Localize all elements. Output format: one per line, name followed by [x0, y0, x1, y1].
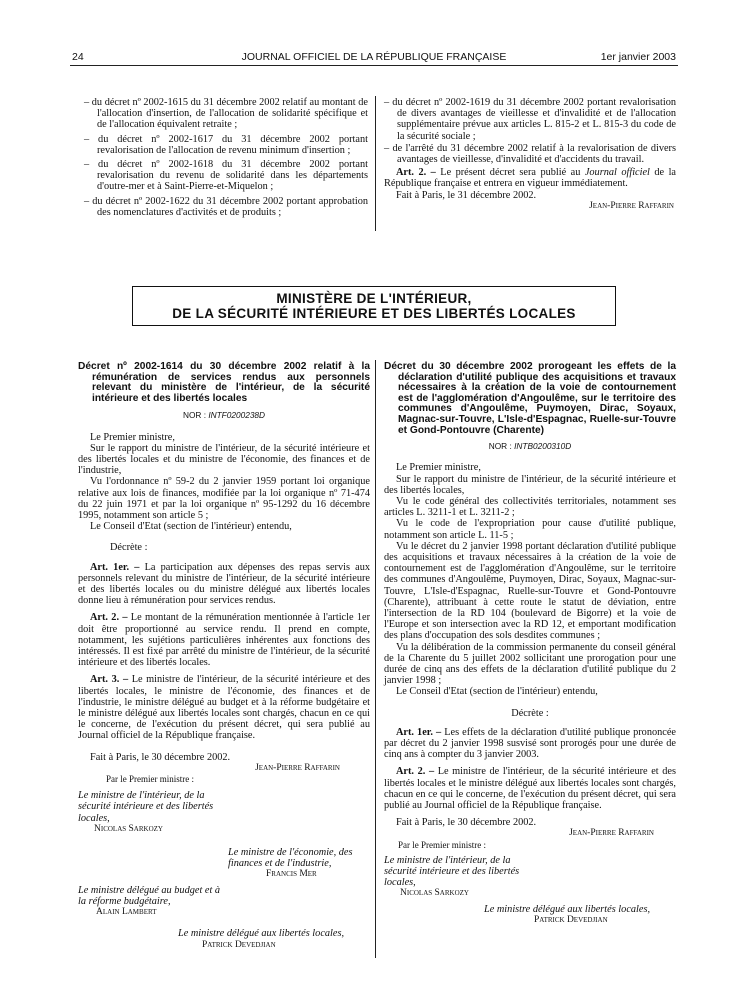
signatory-name: Patrick Devedjian [202, 939, 276, 950]
fait-a-paris: Fait à Paris, le 30 décembre 2002. [396, 817, 537, 829]
preamble-line: Vu l'ordonnance nº 59-2 du 2 janvier 1959 portant loi organique relative aux lois de finances, modifiée par la loi organique nº 71-474 du 22 juin 1971 et par la loi organique nº 95-1292 du 16 décembre 1995, notamment son article 5 ; [78, 476, 370, 521]
preamble-line: Sur le rapport du ministre de l'intérieur, de la sécurité intérieure et des libertés locales et du ministre de l'économie, des finances et de l'industrie, [78, 442, 370, 477]
article-2: Art. 2. – Le ministre de l'intérieur, de la sécurité intérieure et des libertés locales et le ministre délégué aux libertés locales sont chargés, chacun en ce qui le concerne, de l'exécution du présent décret, qui sera publié au Journal officiel de la République française. [384, 766, 676, 812]
signatory-role: Le ministre délégué aux libertés locales, [484, 903, 651, 915]
signature: Jean-Pierre Raffarin [569, 828, 654, 839]
signature: Jean-Pierre Raffarin [255, 762, 340, 773]
ministry-heading [132, 286, 616, 326]
ministry-line-2: DE LA SÉCURITÉ INTÉRIEURE ET DES LIBERTÉS LOCALES [172, 306, 576, 321]
signatory-role: Le ministre de l'intérieur, de la sécurité intérieure et des libertés locales, [384, 854, 520, 889]
article-2: Art. 2. – Le montant de la rémunération mentionnée à l'article 1er doit être proportionné au service rendu. Il prend en compte, notamment, les sujétions particulières inhérentes aux fonctions des intéressés. Il est fixé par arrêté du ministre de l'intérieur, de la sécurité intérieure et des libertés locales. [78, 612, 371, 669]
left-decree [78, 362, 370, 951]
preamble-line: Le Premier ministre, [396, 462, 481, 474]
journal-officiel-ref: Journal officiel [584, 167, 650, 179]
preamble-line: Vu le code de l'expropriation pour cause d'utilité publique, notamment son article L. 11-5 ; [384, 518, 676, 541]
ministry-line-1: MINISTÈRE DE L'INTÉRIEUR, [276, 291, 472, 306]
nor-reference: NOR : INTF0200238D [182, 410, 266, 421]
article-1: Art. 1er. – La participation aux dépenses des repas servis aux personnels relevant du ministre de l'intérieur, de la sécurité intérieure et des libertés locales ou du ministre délégué aux libertés locales donne lieu à rémunération pour services rendus. [78, 561, 370, 607]
decree-title: Décret du 30 décembre 2002 prorogeant les effets de la déclaration d'utilité publique des acquisitions et travaux nécessaires à la création de la voie de contournement est de l'agglomération d'Angoulême, sur le territoire des communes d'Angoulême, Puymoyen, Dirac, Soyaux, Magnac-sur-Touvre, L'Isle-d'Espagnac, Ruelle-sur-Touvre et Gond-Pontouvre (Charente) [384, 361, 676, 436]
nor-code: INTB0200310D [514, 441, 572, 452]
signatory-role: Le ministre délégué aux libertés locales, [178, 928, 345, 940]
issue-date: 1er janvier 2003 [600, 51, 676, 63]
signatory-name: Nicolas Sarkozy [94, 823, 163, 834]
header-rule [70, 65, 678, 66]
list-item: – du décret nº 2002-1618 du 31 décembre 2002 portant revalorisation du revenu de solidarité dans les départements d'outre-mer et à Saint-Pierre-et-Miquelon ; [84, 159, 368, 193]
preamble-line: Sur le rapport du ministre de l'intérieur, de la sécurité intérieure et des libertés locales, [384, 473, 676, 496]
nor-code: INTF0200238D [208, 410, 266, 421]
column-divider [375, 96, 376, 231]
top-left-column [84, 97, 368, 221]
signatory-role: Le ministre de l'intérieur, de la sécurité intérieure et des libertés locales, [78, 790, 214, 824]
article-2: Art. 2. – Le présent décret sera publié au Journal officiel de la République française et entrera en vigueur immédiatement. [384, 167, 676, 190]
par-premier-ministre: Par le Premier ministre : [398, 839, 486, 850]
article-label: Art. 2. – [396, 167, 436, 179]
page-number: 24 [72, 51, 84, 63]
preamble-line: Vu le décret du 2 janvier 1998 portant déclaration d'utilité publique des acquisitions et travaux nécessaires à la création de la voie de contournement est de l'agglomération d'Angoulême, sur le territoire des communes d'Angoulême, Puymoyen, Dirac, Soyaux, Magnac-sur-Touvre, L'Isle-d'Espagnac, Ruelle-sur-Touvre et Gond-Pontouvre (Charente), attribuant à cette route le statut de déviation, entre l'intersection de la RD 104 (boulevard de Bigorre) et la voie de l'Europe et son intersection avec la RD 12, et emportant modification des plans d'occupation des sols desdites communes ; [384, 540, 676, 642]
article-3: Art. 3. – Le ministre de l'intérieur, de la sécurité intérieure et des libertés locales, le ministre de l'économie, des finances et de l'industrie, le ministre délégué au budget et à la réforme budgétaire et le ministre délégué aux libertés locales sont chargés, chacun en ce qui le concerne, de l'exécution du présent décret, qui sera publié au Journal officiel de la République française. [78, 674, 370, 742]
right-decree [384, 362, 676, 926]
preamble-line: Le Conseil d'Etat (section de l'intérieur) entendu, [90, 521, 292, 533]
fait-a-paris: Fait à Paris, le 31 décembre 2002. [396, 189, 537, 201]
list-item: – de l'arrêté du 31 décembre 2002 relatif à la revalorisation de divers avantages de vieillesse, d'invalidité et d'accidents du travail. [384, 142, 676, 166]
signatory-name: Patrick Devedjian [534, 914, 608, 925]
signature: Jean-Pierre Raffarin [589, 200, 674, 211]
journal-title: JOURNAL OFFICIEL DE LA RÉPUBLIQUE FRANÇAISE [241, 51, 507, 63]
par-premier-ministre: Par le Premier ministre : [106, 774, 194, 785]
signatory-role: Le ministre de l'économie, des finances et de l'industrie, [228, 847, 353, 870]
preamble-line: Vu la délibération de la commission permanente du conseil général de la Charente du 5 juillet 2002 sollicitant une prorogation pour une durée de cinq ans des effets de la déclaration d'utilité publique du 2 janvier 1998 ; [384, 641, 676, 687]
signatory-role: Le ministre délégué au budget et à la réforme budgétaire, [78, 884, 221, 907]
preamble-line: Le Premier ministre, [90, 431, 175, 443]
preamble-line: Vu le code général des collectivités territoriales, notamment ses articles L. 3211-1 et L. 3211-2 ; [384, 495, 676, 519]
list-item: – du décret nº 2002-1615 du 31 décembre 2002 relatif au montant de l'allocation d'insertion, de l'allocation de solidarité spécifique et de l'allocation équivalent retraite ; [84, 97, 368, 131]
column-divider [375, 360, 376, 958]
list-item: – du décret nº 2002-1619 du 31 décembre 2002 portant revalorisation de divers avantages de vieillesse et d'invalidité et de l'allocation supplémentaire prévue aux articles L. 815-2 et L. 815-3 du code de la sécurité sociale ; [384, 97, 676, 142]
fait-a-paris: Fait à Paris, le 30 décembre 2002. [90, 751, 231, 763]
nor-reference: NOR : INTB0200310D [488, 441, 572, 452]
signatory-name: Nicolas Sarkozy [400, 888, 469, 899]
decrete: Décrète : [511, 707, 549, 719]
decree-title: Décret nº 2002-1614 du 30 décembre 2002 relatif à la rémunération de services rendus aux personnels relevant du ministère de l'intérieur, de la sécurité intérieure et des libertés locales [78, 361, 370, 404]
top-right-column [384, 97, 676, 212]
article-1: Art. 1er. – Les effets de la déclaration d'utilité publique prononcée par décret du 2 janvier 1998 susvisé sont prorogés pour une durée de cinq ans à compter du 3 janvier 2003. [384, 726, 676, 761]
list-item: – du décret nº 2002-1617 du 31 décembre 2002 portant revalorisation de l'allocation de revenu minimum d'insertion ; [84, 133, 368, 156]
signatory-name: Francis Mer [266, 869, 317, 880]
decrete: Décrète : [110, 542, 148, 554]
list-item: – du décret nº 2002-1622 du 31 décembre 2002 portant approbation des nomenclatures d'activités et de produits ; [84, 195, 368, 218]
signatory-name: Alain Lambert [96, 907, 157, 918]
preamble-line: Le Conseil d'Etat (section de l'intérieur) entendu, [396, 686, 598, 698]
